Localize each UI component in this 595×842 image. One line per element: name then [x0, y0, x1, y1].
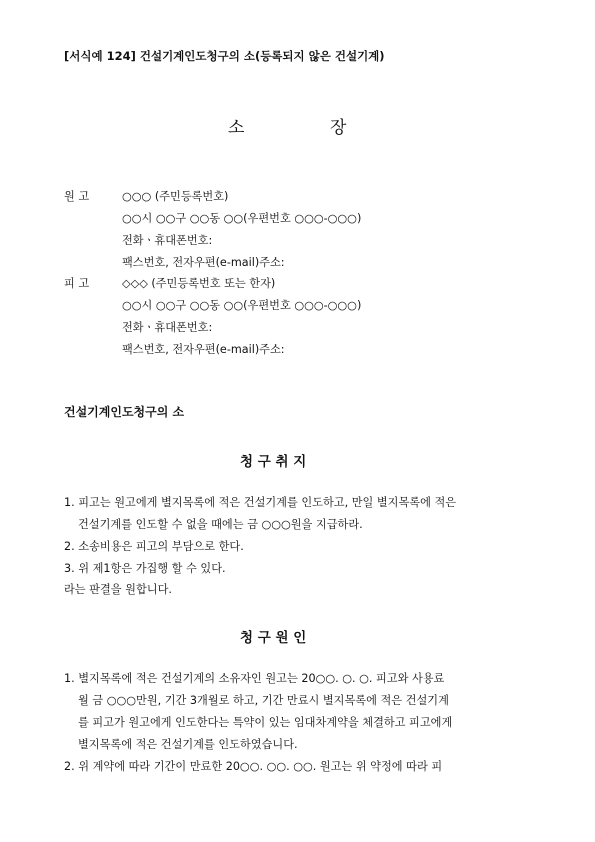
defendant-name: ◇◇◇ (주민등록번호 또는 한자)	[122, 277, 276, 290]
plaintiff-label: 원 고	[64, 190, 90, 203]
cause-line: 별지목록에 적은 건설기계를 인도하였습니다.	[78, 738, 298, 751]
cause-line: 를 피고가 원고에게 인도한다는 특약이 있는 임대차계약을 체결하고 피고에게	[78, 716, 453, 729]
claim-line: 3. 위 제1항은 가집행 할 수 있다.	[64, 562, 226, 575]
cause-line: 1. 별지목록에 적은 건설기계의 소유자인 원고는 20○○. ○. ○. 피고와 사용료	[64, 672, 445, 685]
claim-line: 라는 판결을 원합니다.	[64, 583, 172, 596]
cause-line: 월 금 ○○○만원, 기간 3개월로 하고, 기간 만료시 별지목록에 적은 건설기계	[78, 694, 449, 707]
defendant-phone: 전화ㆍ휴대폰번호:	[122, 321, 213, 334]
plaintiff-address: ○○시 ○○구 ○○동 ○○(우편번호 ○○○-○○○)	[122, 212, 362, 225]
defendant-label: 피 고	[64, 277, 90, 290]
claim-line: 2. 소송비용은 피고의 부담으로 한다.	[64, 540, 244, 553]
defendant-fax-email: 팩스번호, 전자우편(e-mail)주소:	[122, 343, 285, 356]
case-title: 건설기계인도청구의 소	[64, 405, 185, 419]
claim-line: 건설기계를 인도할 수 없을 때에는 금 ○○○원을 지급하라.	[78, 518, 363, 531]
plaintiff-phone: 전화ㆍ휴대폰번호:	[122, 234, 213, 247]
cause-line: 2. 위 계약에 따라 기간이 만료한 20○○. ○○. ○○. 원고는 위 약정에 따라 피	[64, 760, 443, 773]
plaintiff-name: ○○○ (주민등록번호)	[122, 190, 229, 203]
document-title-char-2: 장	[330, 118, 347, 138]
plaintiff-fax-email: 팩스번호, 전자우편(e-mail)주소:	[122, 256, 285, 269]
claim-line: 1. 피고는 원고에게 별지목록에 적은 건설기계를 인도하고, 만일 별지목록에 적은	[64, 496, 457, 509]
defendant-address: ○○시 ○○구 ○○동 ○○(우편번호 ○○○-○○○)	[122, 299, 362, 312]
cause-heading: 청 구 원 인	[240, 630, 307, 646]
claim-heading: 청 구 취 지	[240, 454, 307, 470]
document-title-char-1: 소	[228, 118, 245, 138]
form-title: [서식예 124] 건설기계인도청구의 소(등록되지 않은 건설기계)	[64, 49, 385, 63]
